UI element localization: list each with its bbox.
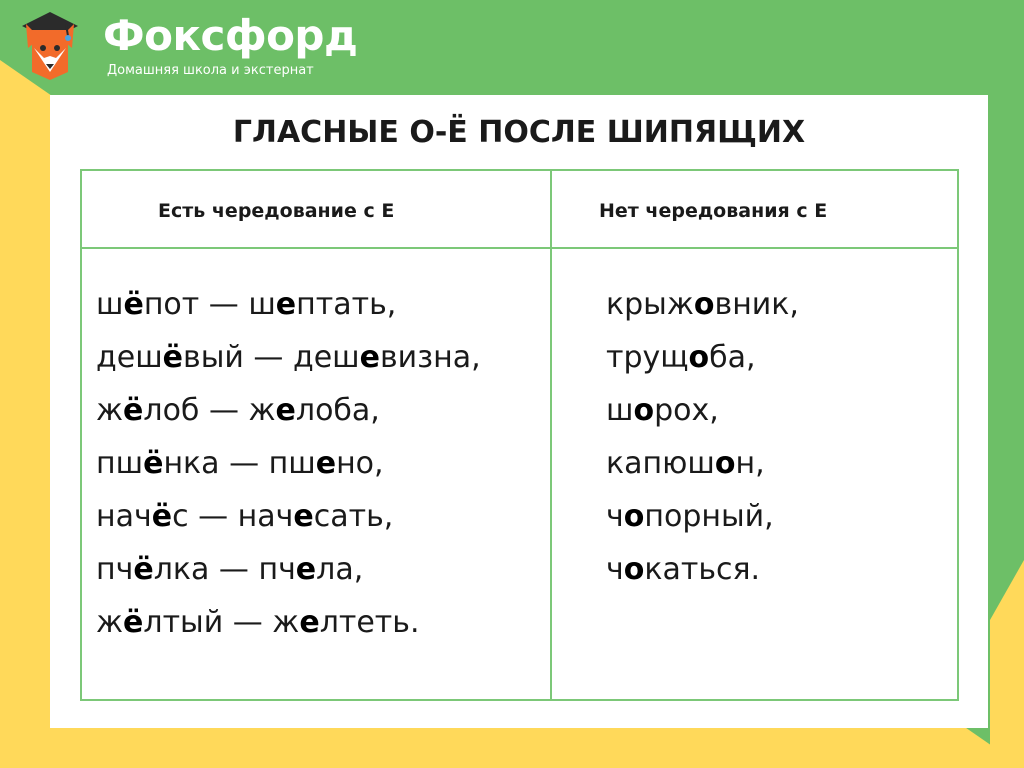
list-item: пшёнка — пшено, xyxy=(96,446,384,481)
rules-table xyxy=(80,169,959,701)
list-item: чокаться. xyxy=(606,552,761,587)
no-alternation-word-list xyxy=(606,278,799,596)
list-item: дешёвый — дешевизна, xyxy=(96,340,481,375)
list-item: трущоба, xyxy=(606,340,756,375)
fox-logo-icon xyxy=(22,12,78,80)
yellow-corner-right xyxy=(990,560,1024,768)
list-item: шорох, xyxy=(606,393,719,428)
list-item: крыжовник, xyxy=(606,287,799,322)
list-item: жёлоб — желоба, xyxy=(96,393,380,428)
brand-name: Фоксфорд xyxy=(103,11,358,60)
list-item: жёлтый — желтеть. xyxy=(96,605,420,640)
alternation-word-list xyxy=(96,278,481,649)
table-divider-horizontal xyxy=(82,247,957,249)
column-header-alternation: Есть чередование с Е xyxy=(158,200,395,222)
page-title: ГЛАСНЫЕ О-Ё ПОСЛЕ ШИПЯЩИХ xyxy=(232,115,806,150)
list-item: шёпот — шептать, xyxy=(96,287,397,322)
table-divider-vertical xyxy=(550,171,552,699)
list-item: чопорный, xyxy=(606,499,774,534)
list-item: начёс — начесать, xyxy=(96,499,394,534)
column-header-no-alternation: Нет чередования с Е xyxy=(599,200,828,222)
list-item: пчёлка — пчела, xyxy=(96,552,364,587)
list-item: капюшон, xyxy=(606,446,765,481)
brand-tagline: Домашняя школа и экстернат xyxy=(107,63,314,78)
